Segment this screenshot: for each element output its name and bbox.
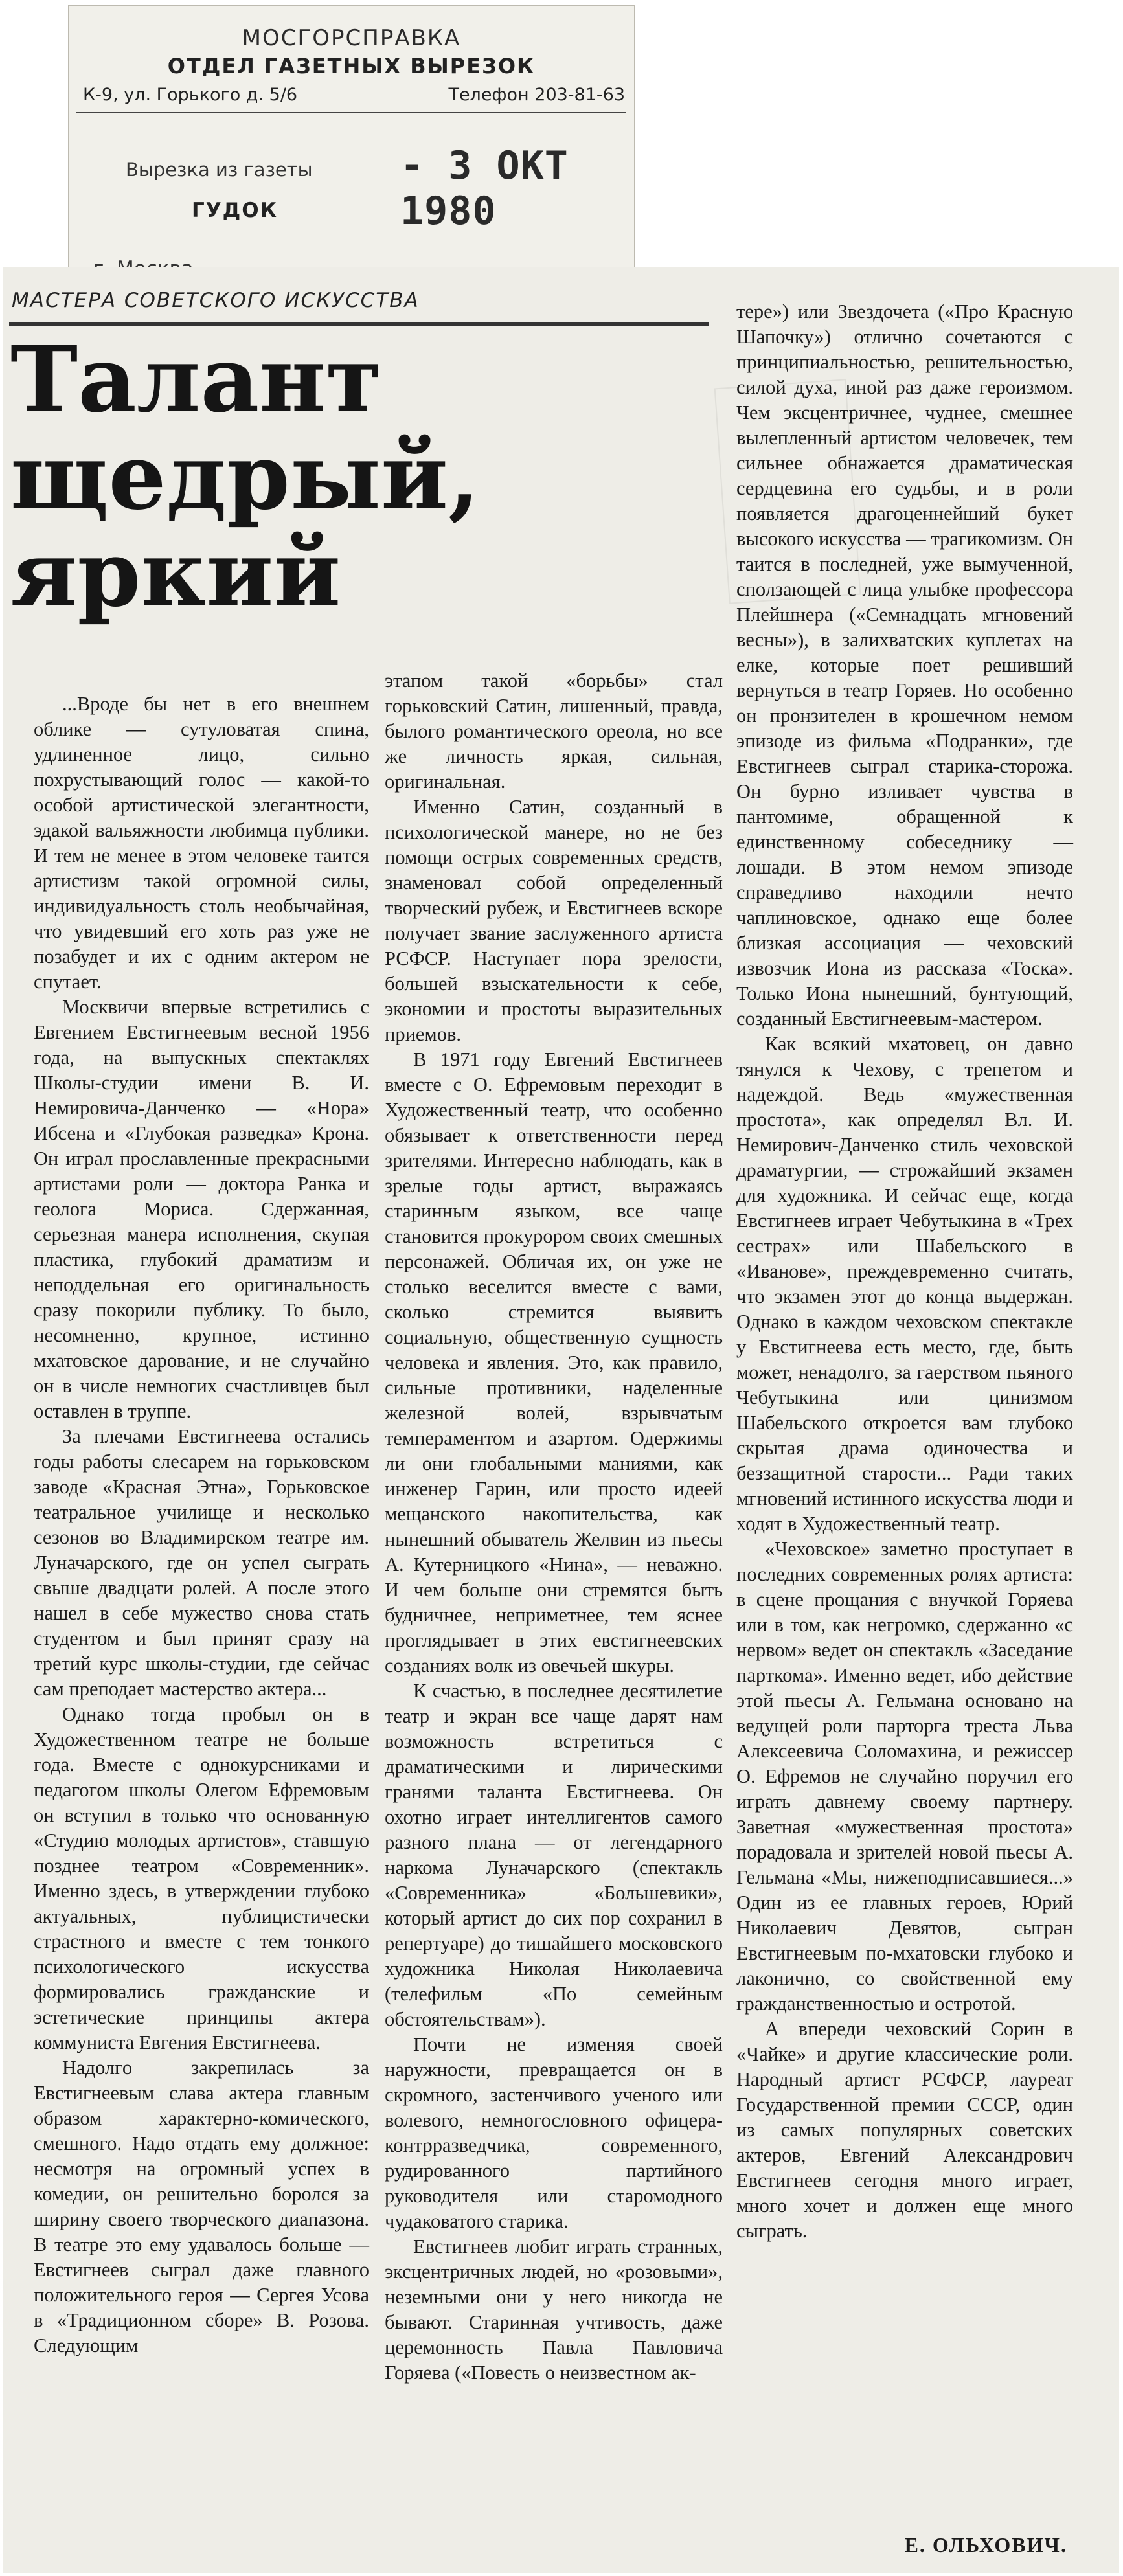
slip-divider — [76, 112, 626, 113]
article-column-1 — [34, 692, 369, 2358]
headline-line-2: щедрый, — [10, 424, 480, 530]
paragraph: ...Вроде бы нет в его внешнем облике — сутуловатая спина, удлиненное лицо, сильно похрустывающий голос — какой-то особой артистической элегантности, эдакой вальяжности любимца публики. И тем не менее в этом человеке таится артистизм такой огромной силы, индивидуальность столь необычайная, что увидевший его хоть раз уже не позабудет и их с одним актером не спутает. — [34, 693, 369, 993]
article-column-2 — [385, 668, 723, 2386]
paragraph: В 1971 году Евгений Евстигнеев вместе с О. Ефремовым переходит в Художественный театр, что особенно обязывает к ответственности перед зрителями. Интересно наблюдать, как в зрелые годы артист, выражаясь старинным языком, все чаще становится прокурором своих смешных персонажей. Обличая их, он уже не столько веселится вместе с вами, сколько стремится выявить социальную, общественную сущность человека и явления. Это, как правило, сильные противники, наделенные железной волей, взрывчатым темпераментом и азартом. Одержимы ли они глобальными маниями, как инженер Гарин, или просто идеей мещанского накопительства, как нынешний обыватель Желвин из пьесы А. Кутерницкого «Нина», — неважно. И чем больше они стремятся быть будничнее, неприметнее, тем яснее проглядывает в этих евстигнеевских созданиях волк из овечьей шкуры. — [385, 1048, 723, 1677]
headline-line-3: яркий — [10, 521, 341, 627]
paragraph: Почти не изменяя своей наружности, превращается он в скромного, застенчивого ученого или волевого, немногословного офицера-контрразведчика, современного, рудированного партийного руководителя или старомодного чудаковатого старика. — [385, 2033, 723, 2232]
rubric-label: МАСТЕРА СОВЕТСКОГО ИСКУССТВА — [12, 289, 420, 312]
paragraph: Москвичи впервые встретились с Евгением Евстигнеевым весной 1956 года, на выпускных спектаклях Школы-студии имени В. И. Немировича-Данченко — «Нора» Ибсена и «Глубокая разведка» Крона. Он играл прославленные прекрасными артистами роли — доктора Ранка и геолога Мориса. Сдержанная, серьезная манера исполнения, скупая пластика, глубокий драматизм и неподдельная его оригинальность сразу покорили публику. То было, несомненно, крупное, истинно мхатовское дарование, и не случайно он в числе немногих счастливцев был оставлен в труппе. — [34, 996, 369, 1422]
author-signature: Е. ОЛЬХОВИЧ. — [904, 2533, 1067, 2557]
paragraph: Надолго закрепилась за Евстигнеевым слава актера главным образом характерно-комического, смешного. Надо отдать ему должное: несмотря на огромный успех в комедии, он решительно боролся за ширину своего творческого диапазона. В театре это ему удавалось больше — Евстигнеев сыграл даже главного положительного героя — Сергея Усова в «Традиционном сборе» В. Розова. Следующим — [34, 2057, 369, 2356]
paragraph: «Чеховское» заметно проступает в последних современных ролях артиста: в сцене прощания с внучкой Горяева или в том, как негромко, сдержанно «с нервом» ведет он спектакль «Заседание парткома». Именно ведет, ибо действие этой пьесы А. Гельмана основано на ведущей роли парторга треста Льва Алексеевича Соломахина, и режиссер О. Ефремов не случайно поручил его играть давнему своему партнеру. Заветная «мужественная простота» порадовала и зрителей новой пьесы А. Гельмана «Мы, нижеподписавшиеся...» Один из ее главных героев, Юрий Николаевич Девятов, сыгран Евстигнеевым по-мхатовски глубоко и лаконично, со свойственной ему гражданственностью и остротой. — [736, 1538, 1073, 2015]
paragraph: Как всякий мхатовец, он давно тянулся к Чехову, с трепетом и надеждой. Ведь «мужественная простота», как определял Вл. И. Немирович-Данченко стиль чеховской драматургии, — строжайший экзамен для художника. И сейчас еще, когда Евстигнеев играет Чебутыкина в «Трех сестрах» или Шабельского в «Иванове», преждевременно считать, что экзамен этот до конца выдержан. Однако в каждом чеховском спектакле у Евстигнеева есть место, где, быть может, ненадолго, за гаерством пьяного Чебутыкина или цинизмом Шабельского откроется вам глубоко скрытая драма одиночества и беззащитной старости... Ради таких мгновений истинного искусства люди и ходят в Художественный театр. — [736, 1033, 1073, 1535]
paragraph: тере») или Звездочета («Про Красную Шапочку») отлично сочетаются с принципиальностью, решительностью, силой духа, иной раз даже героизмом. Чем эксцентричнее, чуднее, смешнее вылепленный артистом человечек, тем сильнее обнажается драматическая сердцевина его судьбы, и в роли появляется драгоценнейший букет высокого искусства — трагикомизм. Он таится в последней, уже вымученной, сползающей с лица улыбке профессора Плейшнера («Семнадцать мгновений весны»), в залихватских куплетах на елке, которые поет решивший вернуться в театр Горяев. Но особенно он пронзителен в крошечном немом эпизоде из фильма «Подранки», где Евстигнеев сыграл старика-сторожа. Он бурно изливает чувства в пантомиме, обращенной к единственному собеседнику — лошади. В этом немом эпизоде справедливо находили нечто чаплиновское, однако еще более близкая ассоциация — чеховский извозчик Иона из рассказа «Тоска». Только Иона нынешний, бунтующий, созданный Евстигнеевым-мастером. — [736, 300, 1073, 1030]
clipping-slip — [68, 5, 635, 277]
date-stamp: - 3 ОКТ 1980 — [400, 143, 569, 234]
paragraph: За плечами Евстигнеева остались годы работы слесарем на горьковском заводе «Красная Этна», Горьковское театральное училище и несколько сезонов во Владимирском театре им. Луначарского, где он успел сыграть свыше двадцати ролей. А после этого нашел в себе мужество снова стать студентом и был принят сразу на третий курс школы-студии, где сейчас сам преподает мастерство актера... — [34, 1425, 369, 1700]
bureau-phone: Телефон 203-81-63 — [448, 85, 625, 105]
paragraph: Евстигнеев любит играть странных, эксцентричных людей, но «розовыми», неземными они у него никогда не бывают. Старинная учтивость, даже церемонность Павла Павловича Горяева («Повесть о неизвестном ак- — [385, 2235, 723, 2384]
newspaper-clipping — [3, 267, 1119, 2573]
bureau-address: К-9, ул. Горького д. 5/6 — [83, 85, 298, 105]
article-headline — [10, 327, 723, 627]
paragraph: этапом такой «борьбы» стал горьковский Сатин, лишенный, правда, былого романтического ореола, но все же личность яркая, сильная, оригинальная. — [385, 670, 723, 793]
paragraph: А впереди чеховский Сорин в «Чайке» и другие классические роли. Народный артист РСФСР, лауреат Государственной премии СССР, один из самых популярных советских актеров, Евгений Александрович Евстигнеев сегодня много играет, много хочет и должен еще много сыграть. — [736, 2018, 1073, 2242]
bureau-name: МОСГОРСПРАВКА — [242, 25, 461, 51]
rubric-rule — [9, 322, 709, 326]
cut-from-label: Вырезка из газеты — [126, 159, 313, 181]
article-column-3 — [736, 299, 1073, 2244]
newspaper-name: ГУДОК — [192, 199, 278, 222]
paragraph: Однако тогда пробыл он в Художественном театре не больше года. Вместе с однокурсниками и педагогом школы Олегом Ефремовым он вступил в только что основанную «Студию молодых артистов», ставшую позднее театром «Современник». Именно здесь, в утверждении глубоко актуальных, публицистически страстного и вместе с тем тонкого психологического искусства формировались гражданские и эстетические принципы актера коммуниста Евгения Евстигнеева. — [34, 1703, 369, 2053]
paragraph: К счастью, в последнее десятилетие театр и экран все чаще дарят нам возможность встретиться с драматическими и лирическими гранями таланта Евстигнеева. Он охотно играет интеллигентов самого разного плана — от легендарного наркома Луначарского (спектакль «Современника» «Большевики», который артист до сих пор сохранил в репертуаре) до тишайшего московского художника Николая Николаевича (телефильм «По семейным обстоятельствам»). — [385, 1680, 723, 2030]
headline-line-1: Талант — [10, 327, 382, 433]
department-name: ОТДЕЛ ГАЗЕТНЫХ ВЫРЕЗОК — [167, 54, 536, 78]
paragraph: Именно Сатин, созданный в психологической манере, но не без помощи острых современных средств, знаменовал собой определенный творческий рубеж, и Евстигнеев вскоре получает звание заслуженного артиста РСФСР. Наступает пора зрелости, большей взыскательности к себе, экономии и простоты выразительных приемов. — [385, 796, 723, 1045]
